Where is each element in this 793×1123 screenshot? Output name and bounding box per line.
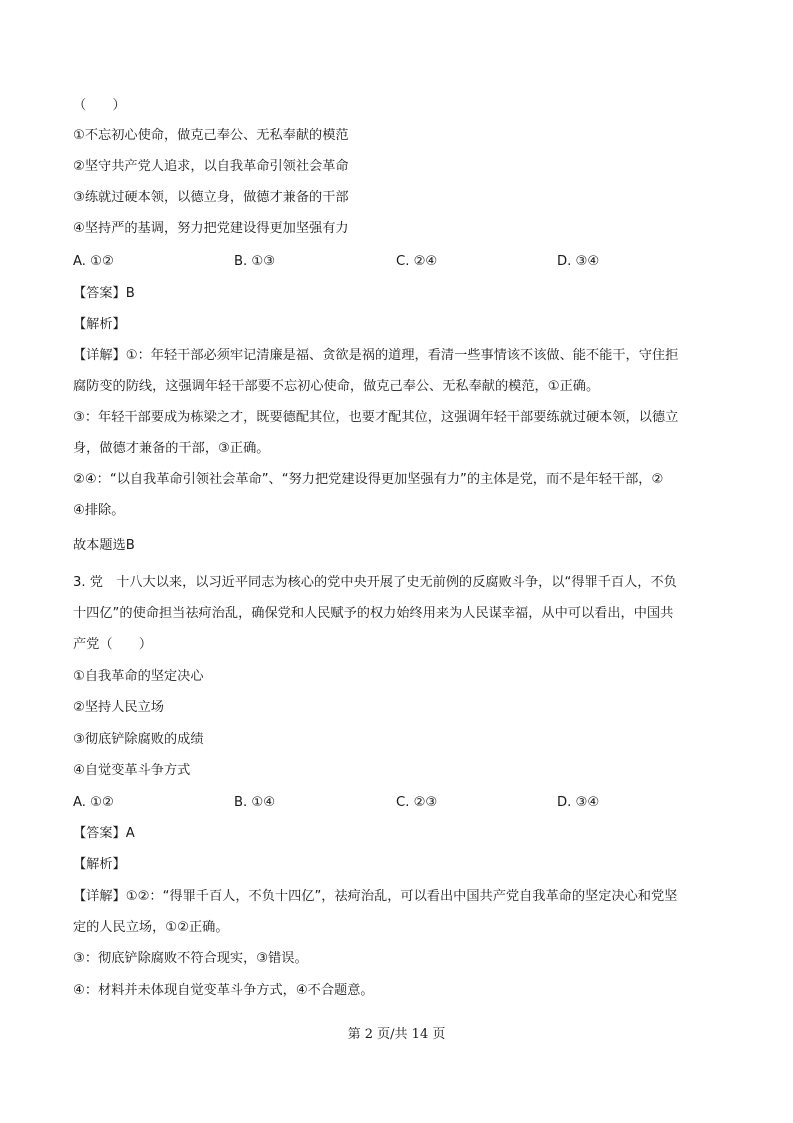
q2-item-1: ①不忘初心使命，做克己奉公、无私奉献的模范 (73, 128, 349, 143)
q2-option-b: B. ①③ (234, 254, 276, 269)
q3-options (73, 794, 723, 812)
q2-options (73, 253, 723, 271)
q3-analysis-label: 【解析】 (73, 857, 126, 872)
q3-explain-line: 定的人民立场，①②正确。 (73, 920, 229, 935)
q2-explain-line: ④排除。 (73, 503, 125, 518)
q2-explain-line: 身，做德才兼备的干部，③正确。 (73, 441, 270, 456)
q2-explain-line: ②④：“以自我革命引领社会革命”、“努力把党建设得更加坚强有力”的主体是党，而不是年轻干部，② (73, 472, 664, 487)
q3-explain-line: ④：材料并未体现自觉变革斗争方式，④不合题意。 (73, 983, 374, 998)
q3-stem-line: 3. 党 十八大以来，以习近平同志为核心的党中央开展了史无前例的反腐败斗争，以“得罪千百人，不负 (73, 575, 677, 590)
q3-option-c: C. ②③ (396, 795, 438, 810)
q2-explain-line: 【详解】①：年轻干部必须牢记清廉是福、贪欲是祸的道理，看清一些事情该不该做、能不能干，守住拒 (73, 348, 679, 363)
q2-option-c: C. ②④ (396, 254, 438, 269)
q3-item-2: ②坚持人民立场 (73, 700, 164, 715)
q2-conclusion: 故本题选B (73, 538, 135, 553)
q3-option-a: A. ①② (73, 795, 114, 810)
q3-stem-line: 产党（ ） (73, 637, 153, 652)
q3-option-b: B. ①④ (234, 795, 276, 810)
q3-item-3: ③彻底铲除腐败的成绩 (73, 732, 204, 747)
q3-item-1: ①自我革命的坚定决心 (73, 669, 204, 684)
q3-stem-line: 十四亿”的使命担当祛疴治乱，确保党和人民赋予的权力始终用来为人民谋幸福，从中可以看出，中国共 (73, 606, 674, 621)
q2-item-4: ④坚持严的基调，努力把党建设得更加坚强有力 (73, 221, 349, 236)
q2-explain-line: ③：年轻干部要成为栋梁之才，既要德配其位，也要才配其位，这强调年轻干部要练就过硬本领，以德立 (73, 410, 679, 425)
q2-option-d: D. ③④ (557, 254, 600, 269)
q3-answer: 【答案】A (73, 826, 135, 841)
q2-answer: 【答案】B (73, 286, 135, 301)
q3-explain-line: ③：彻底铲除腐败不符合现实，③错误。 (73, 951, 308, 966)
q2-analysis-label: 【解析】 (73, 317, 126, 332)
q2-item-3: ③练就过硬本领，以德立身，做德才兼备的干部 (73, 190, 349, 205)
q3-item-4: ④自觉变革斗争方式 (73, 763, 191, 778)
q2-option-a: A. ①② (73, 254, 114, 269)
page-number-footer: 第 2 页/共 14 页 (347, 1027, 446, 1042)
q3-option-d: D. ③④ (557, 795, 600, 810)
q2-stem-tail: （ ） (73, 98, 126, 113)
q3-explain-line: 【详解】①②：“得罪千百人，不负十四亿”，祛疴治乱，可以看出中国共产党自我革命的坚定决心和党坚 (73, 889, 678, 904)
q2-explain-line: 腐防变的防线，这强调年轻干部要不忘初心使命，做克己奉公、无私奉献的模范，①正确。 (73, 379, 600, 394)
q2-item-2: ②坚守共产党人追求，以自我革命引领社会革命 (73, 159, 349, 174)
